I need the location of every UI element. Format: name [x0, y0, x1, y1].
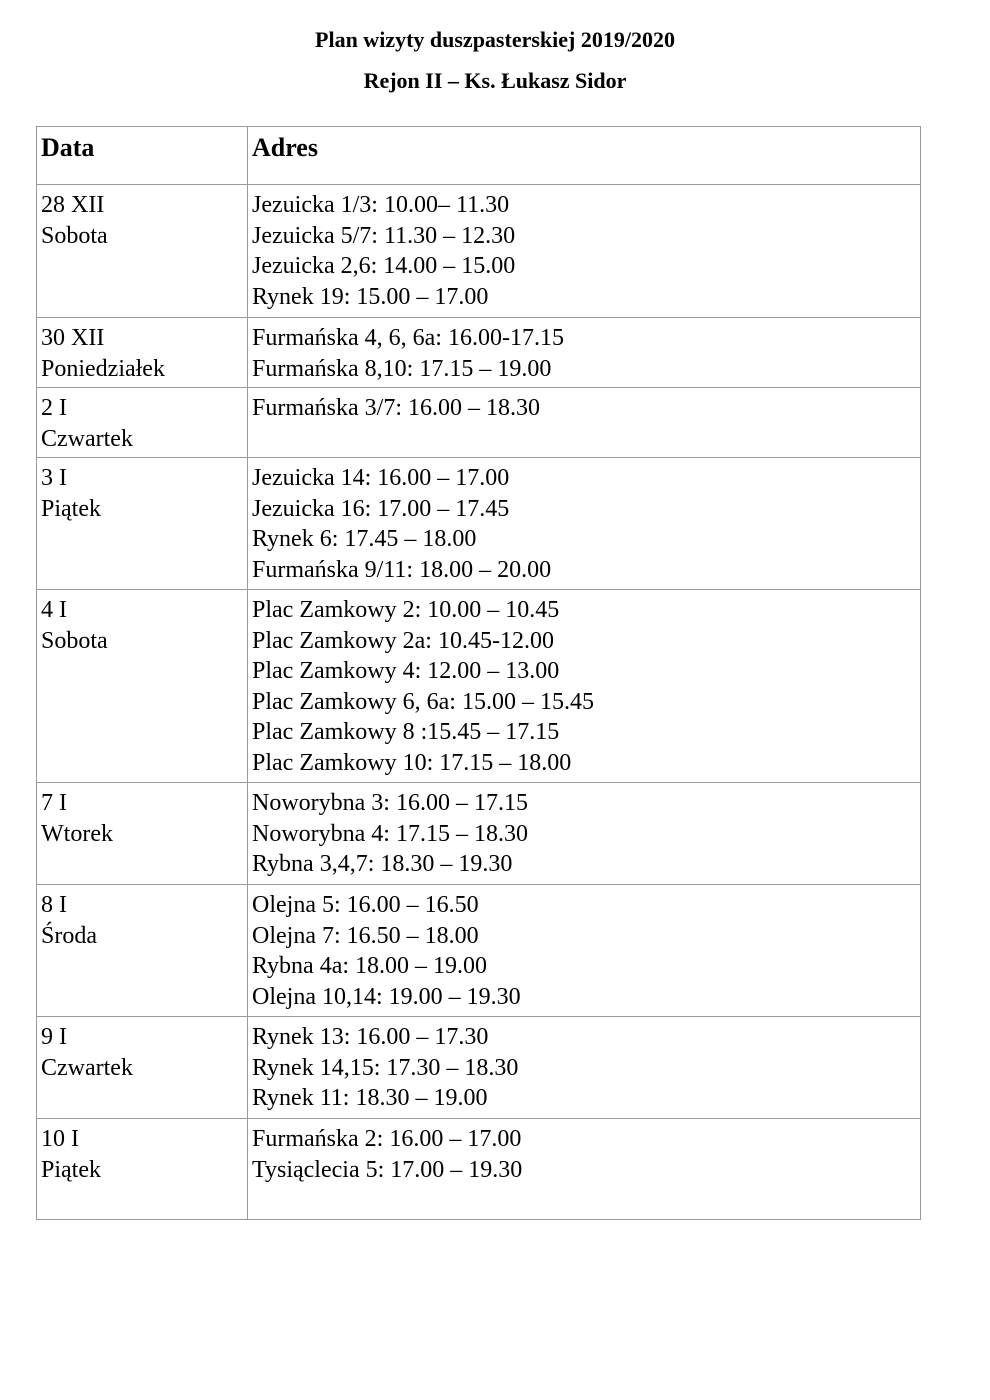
address-entry: Rynek 11: 18.30 – 19.00 — [252, 1085, 488, 1111]
table-row — [37, 590, 921, 783]
address-entry: Rynek 14,15: 17.30 – 18.30 — [252, 1054, 519, 1081]
address-cell — [248, 1017, 921, 1119]
header-date-cell — [37, 127, 248, 185]
address-entry: Plac Zamkowy 6, 6a: 15.00 – 15.45 — [252, 688, 594, 715]
table-row — [37, 885, 921, 1017]
address-entry: Jezuicka 16: 17.00 – 17.45 — [252, 495, 510, 522]
address-entry: Rynek 6: 17.45 – 18.00 — [252, 526, 477, 552]
address-entry: Olejna 5: 16.00 – 16.50 — [252, 892, 479, 918]
header-date-label: Data — [41, 133, 95, 162]
address-entry: Furmańska 8,10: 17.15 – 19.00 — [252, 355, 552, 382]
address-entry: Noworybna 3: 16.00 – 17.15 — [252, 790, 528, 816]
address-cell-content — [248, 1017, 920, 1114]
address-entry: Plac Zamkowy 8 :15.45 – 17.15 — [252, 719, 560, 745]
visit-weekday: Piątek — [41, 495, 101, 522]
address-entry: Noworybna 4: 17.15 – 18.30 — [252, 820, 528, 847]
date-cell — [37, 388, 248, 458]
date-cell-content — [37, 318, 247, 384]
visit-weekday: Czwartek — [41, 1054, 133, 1081]
date-cell-content — [37, 388, 247, 454]
visit-date: 10 I — [41, 1126, 79, 1152]
table-row — [37, 783, 921, 885]
address-entry: Jezuicka 2,6: 14.00 – 15.00 — [252, 253, 516, 279]
address-cell-content — [248, 1119, 920, 1185]
header-address-cell — [248, 127, 921, 185]
date-cell — [37, 1017, 248, 1119]
header-address-label: Adres — [252, 133, 318, 162]
address-cell — [248, 185, 921, 318]
address-cell — [248, 1119, 921, 1220]
address-entry: Furmańska 3/7: 16.00 – 18.30 — [252, 395, 540, 421]
address-entry: Furmańska 9/11: 18.00 – 20.00 — [252, 556, 552, 583]
address-entry: Plac Zamkowy 4: 12.00 – 13.00 — [252, 658, 560, 684]
visit-weekday: Piątek — [41, 1156, 101, 1183]
visit-date: 8 I — [41, 892, 67, 918]
date-cell — [37, 185, 248, 318]
table-row — [37, 1017, 921, 1119]
date-cell-content — [37, 783, 247, 849]
visit-date: 28 XII — [41, 192, 105, 218]
address-cell — [248, 885, 921, 1017]
date-cell-content — [37, 458, 247, 524]
address-cell — [248, 458, 921, 590]
address-entry: Rynek 13: 16.00 – 17.30 — [252, 1024, 489, 1050]
table-row — [37, 388, 921, 458]
visit-weekday: Środa — [41, 922, 97, 949]
date-cell-content — [37, 185, 247, 251]
address-cell-content — [248, 185, 920, 312]
address-cell-content — [248, 388, 920, 424]
address-cell — [248, 388, 921, 458]
schedule-rows — [37, 185, 921, 1220]
date-cell-content — [37, 590, 247, 656]
date-cell — [37, 885, 248, 1017]
table-row — [37, 185, 921, 318]
address-entry: Rybna 3,4,7: 18.30 – 19.30 — [252, 851, 513, 877]
document-title: Plan wizyty duszpasterskiej 2019/2020 — [315, 27, 675, 52]
address-entry: Plac Zamkowy 2: 10.00 – 10.45 — [252, 597, 560, 623]
date-cell-content — [37, 1119, 247, 1185]
address-cell — [248, 590, 921, 783]
date-cell — [37, 1119, 248, 1220]
date-cell — [37, 590, 248, 783]
table-row — [37, 318, 921, 388]
address-entry: Olejna 10,14: 19.00 – 19.30 — [252, 983, 521, 1010]
date-cell-content — [37, 1017, 247, 1083]
address-entry: Tysiąclecia 5: 17.00 – 19.30 — [252, 1156, 523, 1183]
document-subtitle: Rejon II – Ks. Łukasz Sidor — [363, 68, 627, 93]
address-entry: Furmańska 4, 6, 6a: 16.00-17.15 — [252, 325, 564, 351]
address-entry: Rynek 19: 15.00 – 17.00 — [252, 283, 489, 310]
address-cell-content — [248, 590, 920, 778]
address-entry: Furmańska 2: 16.00 – 17.00 — [252, 1126, 522, 1152]
address-entry: Jezuicka 5/7: 11.30 – 12.30 — [252, 222, 516, 249]
address-entry: Plac Zamkowy 10: 17.15 – 18.00 — [252, 749, 572, 776]
address-cell-content — [248, 318, 920, 384]
visit-weekday: Wtorek — [41, 820, 113, 847]
address-cell — [248, 783, 921, 885]
visit-weekday: Sobota — [41, 222, 108, 249]
visit-date: 4 I — [41, 597, 67, 623]
visit-weekday: Poniedziałek — [41, 355, 165, 382]
visit-date: 9 I — [41, 1024, 67, 1050]
visit-weekday: Czwartek — [41, 425, 133, 452]
address-cell — [248, 318, 921, 388]
table-header-row — [37, 127, 921, 185]
date-cell — [37, 458, 248, 590]
visit-date: 3 I — [41, 465, 67, 491]
address-entry: Jezuicka 14: 16.00 – 17.00 — [252, 465, 510, 491]
visit-date: 30 XII — [41, 325, 105, 351]
address-entry: Plac Zamkowy 2a: 10.45-12.00 — [252, 627, 554, 654]
visit-weekday: Sobota — [41, 627, 108, 654]
table-row — [37, 458, 921, 590]
visit-date: 2 I — [41, 395, 67, 421]
date-cell — [37, 318, 248, 388]
address-entry: Olejna 7: 16.50 – 18.00 — [252, 922, 479, 949]
visit-date: 7 I — [41, 790, 67, 816]
schedule-table — [36, 126, 921, 1220]
address-entry: Jezuicka 1/3: 10.00– 11.30 — [252, 192, 510, 218]
address-cell-content — [248, 885, 920, 1012]
address-cell-content — [248, 783, 920, 880]
address-entry: Rybna 4a: 18.00 – 19.00 — [252, 953, 488, 979]
table-row — [37, 1119, 921, 1220]
date-cell-content — [37, 885, 247, 951]
date-cell — [37, 783, 248, 885]
address-cell-content — [248, 458, 920, 585]
